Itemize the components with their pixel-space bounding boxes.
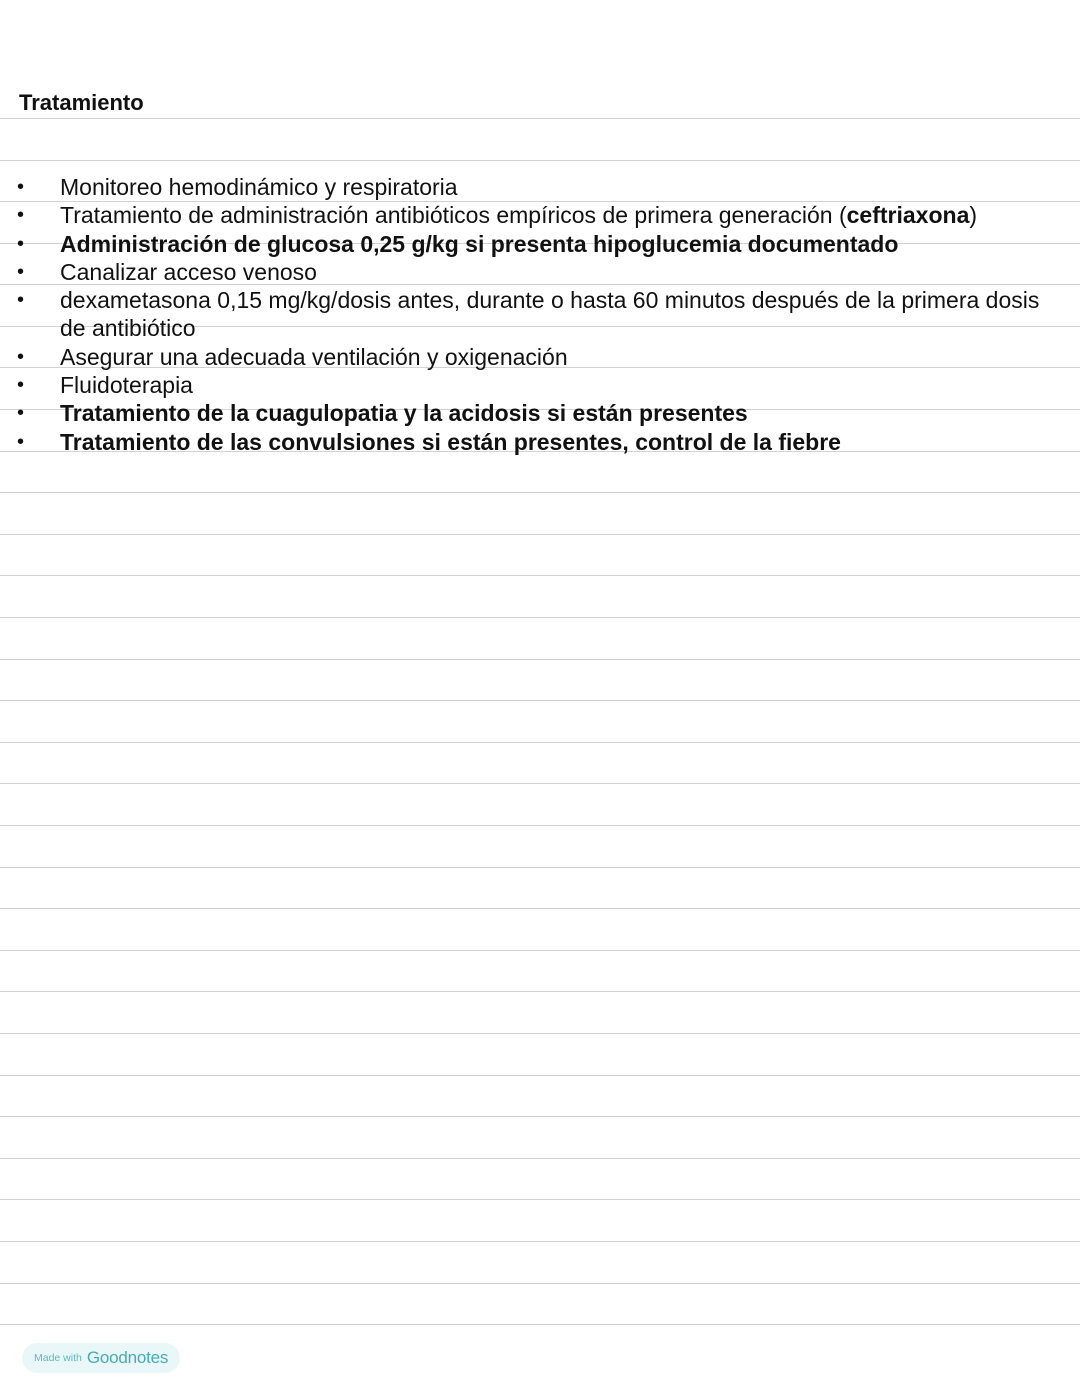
bullet-icon: • <box>17 204 25 227</box>
ruled-line <box>0 742 1080 743</box>
ruled-line <box>0 1075 1080 1076</box>
ruled-line <box>0 950 1080 951</box>
list-item-text: Tratamiento de administración antibióticos empíricos de primera generación ( <box>60 202 847 229</box>
ruled-line <box>0 1116 1080 1117</box>
ruled-line <box>0 700 1080 701</box>
list-item-text: Administración de glucosa 0,25 g/kg si presenta hipoglucemia documentado <box>60 230 899 257</box>
bullet-icon: • <box>17 260 25 283</box>
ruled-line <box>0 659 1080 660</box>
ruled-line <box>0 1324 1080 1325</box>
list-item <box>0 371 1060 399</box>
ruled-line <box>0 492 1080 493</box>
list-item-text: ) <box>969 202 978 229</box>
bullet-icon: • <box>17 402 25 425</box>
ruled-line <box>0 867 1080 868</box>
ruled-line <box>0 783 1080 784</box>
ruled-line <box>0 575 1080 576</box>
page-title: Tratamiento <box>19 90 144 115</box>
list-item-text: ceftriaxona <box>846 202 970 229</box>
list-item-text: Canalizar acceso venoso <box>60 258 317 285</box>
list-item-text: Monitoreo hemodinámico y respiratoria <box>60 174 458 200</box>
ruled-line <box>0 617 1080 618</box>
ruled-line <box>0 991 1080 992</box>
bullet-icon: • <box>17 430 25 453</box>
list-item <box>0 173 1060 201</box>
ruled-line <box>0 1199 1080 1200</box>
ruled-line <box>0 160 1080 161</box>
ruled-line <box>0 908 1080 909</box>
bullet-icon: • <box>17 374 25 397</box>
list-item-text: Tratamiento de las convulsiones si están presentes, control de la fiebre <box>60 428 841 455</box>
list-item <box>0 230 1060 258</box>
treatment-list <box>0 173 1060 456</box>
ruled-line <box>0 1241 1080 1242</box>
list-item <box>0 343 1060 371</box>
goodnotes-badge <box>22 1343 180 1373</box>
made-with-label: Made with <box>34 1352 82 1364</box>
list-item-text: dexametasona 0,15 mg/kg/dosis antes, durante o hasta 60 minutos después de la primera dosis de antibiótico <box>60 287 1040 342</box>
list-item <box>0 428 1060 456</box>
bullet-icon: • <box>17 176 25 198</box>
ruled-line <box>0 1283 1080 1284</box>
list-item-text: Fluidoterapia <box>60 372 193 399</box>
ruled-line <box>0 534 1080 535</box>
bullet-icon: • <box>17 345 25 368</box>
goodnotes-brand: Goodnotes <box>86 1348 169 1367</box>
list-item <box>0 399 1060 427</box>
ruled-line <box>0 118 1080 119</box>
ruled-line <box>0 1033 1080 1034</box>
list-item <box>0 201 1060 229</box>
bullet-icon: • <box>17 232 25 255</box>
list-item <box>0 258 1060 286</box>
bullet-icon: • <box>17 289 25 312</box>
list-item-text: Asegurar una adecuada ventilación y oxigenación <box>60 343 568 370</box>
list-item-text: Tratamiento de la cuagulopatia y la acidosis si están presentes <box>60 400 748 427</box>
ruled-line <box>0 825 1080 826</box>
list-item <box>0 286 1060 343</box>
ruled-line <box>0 1158 1080 1159</box>
